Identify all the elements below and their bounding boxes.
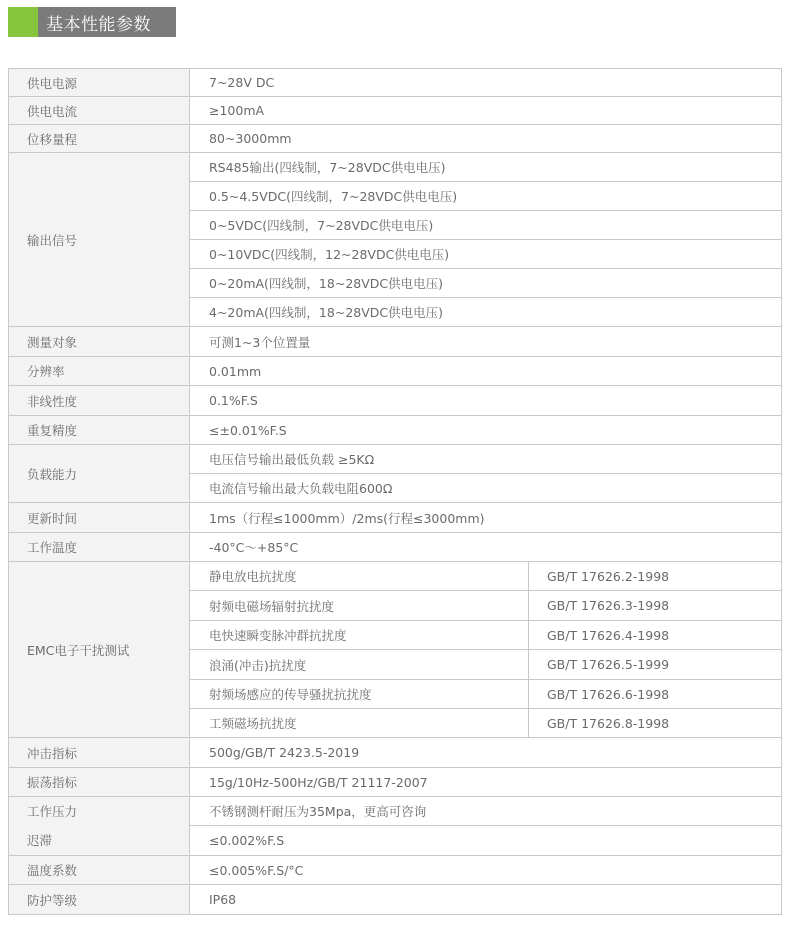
- row-value: 80~3000mm: [190, 125, 782, 153]
- row-value: 0~10VDC(四线制，12~28VDC供电电压): [190, 240, 782, 269]
- emc-test-standard: GB/T 17626.6-1998: [529, 680, 782, 709]
- row-label: 负载能力: [9, 445, 190, 503]
- row-value: 电压信号输出最低负载 ≥5KΩ: [190, 445, 782, 474]
- emc-test-name: 浪涌(冲击)抗扰度: [190, 650, 529, 680]
- spec-table: [8, 68, 782, 915]
- emc-test-name: 电快速瞬变脉冲群抗扰度: [190, 621, 529, 650]
- row-label: 振荡指标: [9, 768, 190, 797]
- row-value: ≥100mA: [190, 97, 782, 125]
- emc-test-standard: GB/T 17626.5-1999: [529, 650, 782, 680]
- row-value: 0~5VDC(四线制，7~28VDC供电电压): [190, 211, 782, 240]
- table-row: [9, 357, 782, 386]
- row-value: ≤0.005%F.S/°C: [190, 856, 782, 885]
- row-label: 迟滞: [9, 826, 190, 856]
- table-row: [9, 856, 782, 885]
- row-value: -40°C～+85°C: [190, 533, 782, 562]
- table-row: [9, 386, 782, 416]
- table-row: [9, 562, 782, 591]
- table-row: [9, 768, 782, 797]
- table-row: [9, 445, 782, 474]
- row-value: 0.1%F.S: [190, 386, 782, 416]
- table-row: [9, 125, 782, 153]
- table-row: [9, 885, 782, 915]
- row-label: 非线性度: [9, 386, 190, 416]
- emc-test-name: 射频电磁场辐射抗扰度: [190, 591, 529, 621]
- row-value: 0.01mm: [190, 357, 782, 386]
- row-label: 供电电流: [9, 97, 190, 125]
- table-row: [9, 327, 782, 357]
- row-value: ≤0.002%F.S: [190, 826, 782, 856]
- row-label: 温度系数: [9, 856, 190, 885]
- table-row: [9, 416, 782, 445]
- row-value: 电流信号输出最大负载电阻600Ω: [190, 474, 782, 503]
- row-value: 15g/10Hz-500Hz/GB/T 21117-2007: [190, 768, 782, 797]
- header-accent-block: [8, 7, 38, 37]
- emc-test-standard: GB/T 17626.2-1998: [529, 562, 782, 591]
- row-value: RS485输出(四线制，7~28VDC供电电压): [190, 153, 782, 182]
- table-row: [9, 533, 782, 562]
- emc-test-name: 工频磁场抗扰度: [190, 709, 529, 738]
- row-label: 防护等级: [9, 885, 190, 915]
- table-row: [9, 69, 782, 97]
- table-row: [9, 97, 782, 125]
- emc-test-name: 射频场感应的传导骚扰抗扰度: [190, 680, 529, 709]
- row-label: 供电电源: [9, 69, 190, 97]
- row-label: 工作温度: [9, 533, 190, 562]
- row-value: 可测1~3个位置量: [190, 327, 782, 357]
- row-label: 测量对象: [9, 327, 190, 357]
- emc-test-name: 静电放电抗扰度: [190, 562, 529, 591]
- emc-test-standard: GB/T 17626.4-1998: [529, 621, 782, 650]
- row-value: 500g/GB/T 2423.5-2019: [190, 738, 782, 768]
- table-row: [9, 738, 782, 768]
- table-row: [9, 153, 782, 182]
- row-label: EMC电子干扰测试: [9, 562, 190, 738]
- section-header: [8, 7, 176, 37]
- row-value: 不锈钢测杆耐压为35Mpa，更高可咨询: [190, 797, 782, 826]
- row-value: 7~28V DC: [190, 69, 782, 97]
- row-value: IP68: [190, 885, 782, 915]
- table-row: [9, 797, 782, 826]
- row-label: 更新时间: [9, 503, 190, 533]
- row-label: 位移量程: [9, 125, 190, 153]
- row-value: 0~20mA(四线制，18~28VDC供电电压): [190, 269, 782, 298]
- row-value: 1ms（行程≤1000mm）/2ms(行程≤3000mm): [190, 503, 782, 533]
- header-title-box: [38, 7, 176, 37]
- emc-test-standard: GB/T 17626.3-1998: [529, 591, 782, 621]
- row-label: 重复精度: [9, 416, 190, 445]
- row-label: 分辨率: [9, 357, 190, 386]
- row-label: 工作压力: [9, 797, 190, 826]
- row-label: 输出信号: [9, 153, 190, 327]
- table-row: [9, 503, 782, 533]
- emc-test-standard: GB/T 17626.8-1998: [529, 709, 782, 738]
- row-value: 4~20mA(四线制，18~28VDC供电电压): [190, 298, 782, 327]
- row-value: ≤±0.01%F.S: [190, 416, 782, 445]
- section-title: 基本性能参数: [46, 14, 151, 35]
- row-value: 0.5~4.5VDC(四线制，7~28VDC供电电压): [190, 182, 782, 211]
- table-row: [9, 826, 782, 856]
- row-label: 冲击指标: [9, 738, 190, 768]
